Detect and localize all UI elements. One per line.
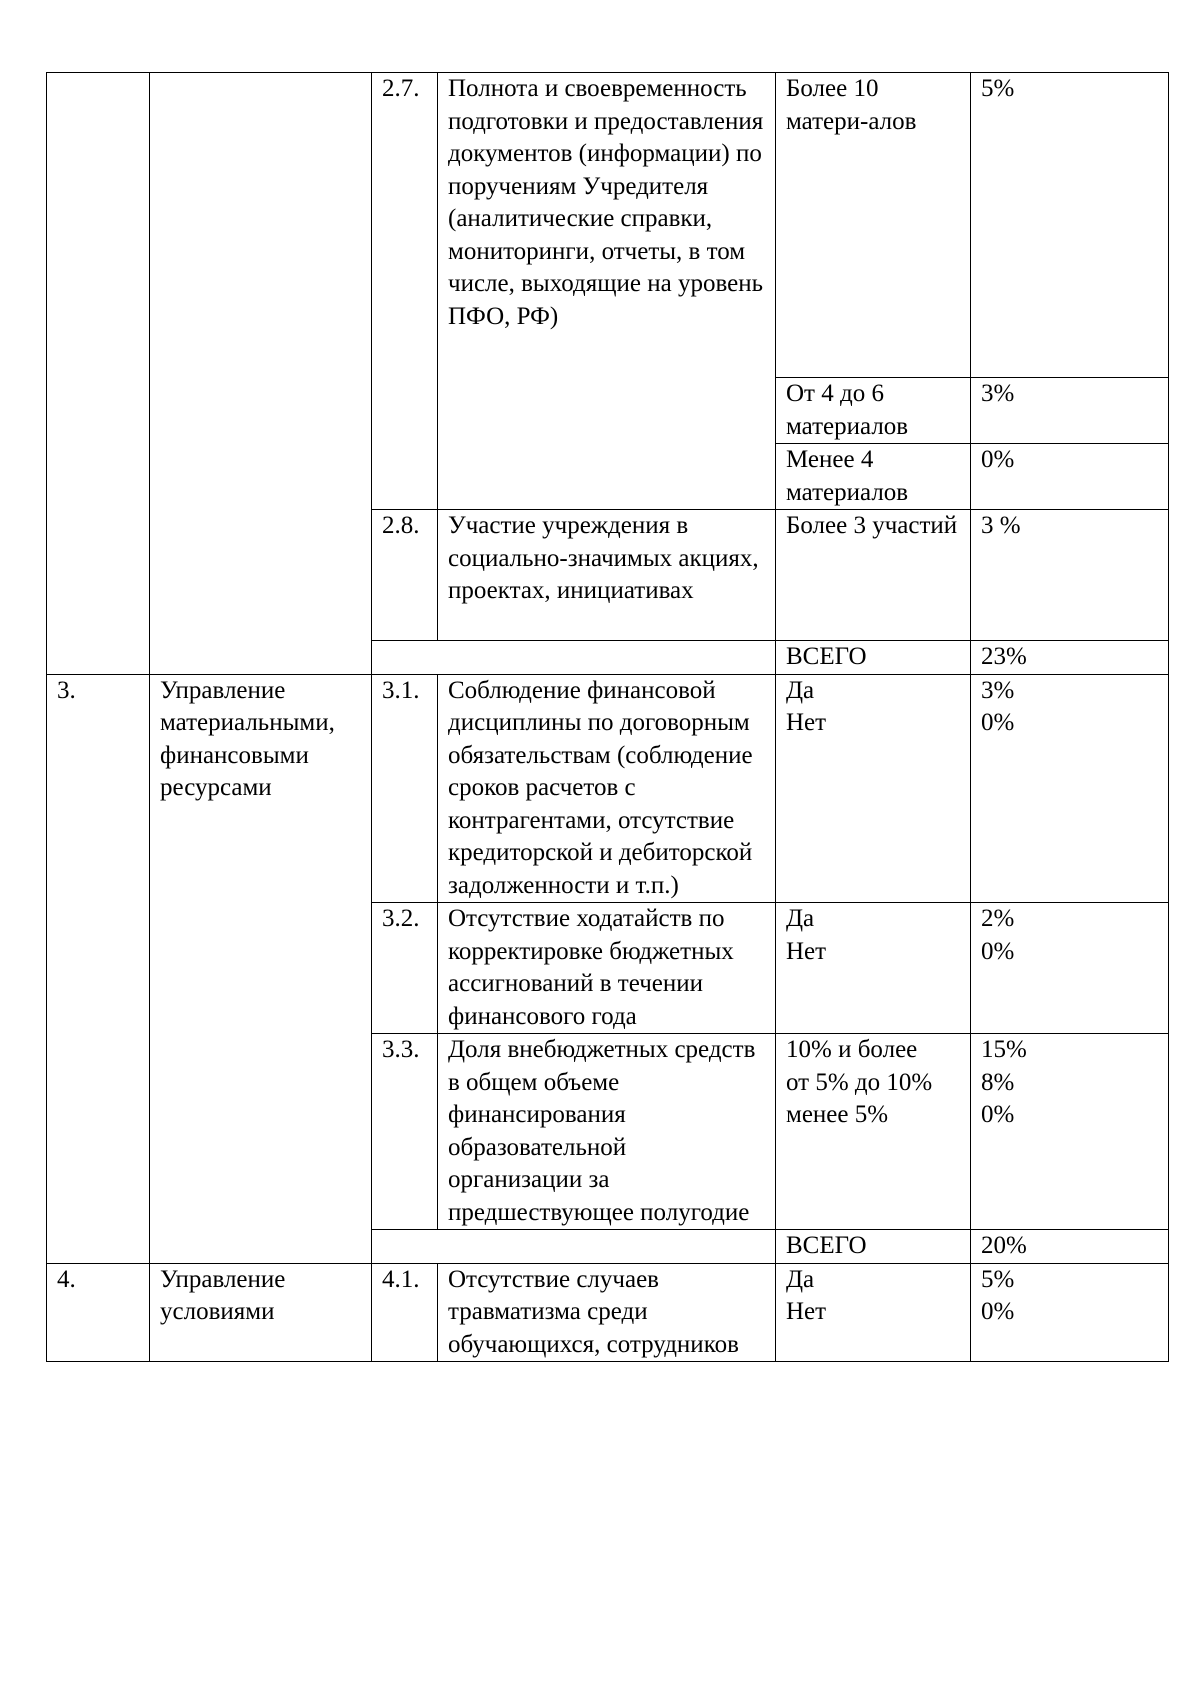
table-row-3-1 <box>47 674 1169 903</box>
option-value: 0% <box>971 444 1169 510</box>
criterion-text: Соблюдение финансовой дисциплины по договорным обязательствам (соблюдение сроков расчетов с контрагентами, отсутствие кредиторской и дебиторской задолженности и т.п.) <box>438 674 776 903</box>
criterion-number: 3.3. <box>372 1034 438 1230</box>
criterion-number: 3.1. <box>372 674 438 903</box>
criterion-number: 2.8. <box>372 510 438 641</box>
option-value: 3% 0% <box>971 674 1169 903</box>
criterion-number: 2.7. <box>372 73 438 510</box>
section-title: Управление материальными, финансовыми ресурсами <box>150 674 372 1263</box>
total-spacer <box>372 1230 776 1264</box>
option-label <box>776 73 971 378</box>
criterion-number: 4.1. <box>372 1263 438 1362</box>
option-value: 3 % <box>971 510 1169 641</box>
criterion-text: Доля внебюджетных средств в общем объеме финансирования образовательной организации за предшествующее полугодие <box>438 1034 776 1230</box>
option-label: Да Нет <box>776 1263 971 1362</box>
option-value: 5% 0% <box>971 1263 1169 1362</box>
criteria-table <box>46 72 1169 1362</box>
total-label: ВСЕГО <box>776 641 971 675</box>
option-value: 5% <box>971 73 1169 378</box>
option-label: 10% и более от 5% до 10% менее 5% <box>776 1034 971 1230</box>
option-label: Менее 4 материалов <box>776 444 971 510</box>
section-2-number-cell <box>47 73 150 675</box>
total-spacer <box>372 641 776 675</box>
option-label: Более 3 участий <box>776 510 971 641</box>
section-2-title-cell <box>150 73 372 675</box>
option-label-text: Более 10 матери-алов <box>786 75 917 135</box>
criterion-text: Отсутствие ходатайств по корректировке бюджетных ассигнований в течении финансового года <box>438 903 776 1034</box>
criterion-text: Полнота и своевременность подготовки и предоставления документов (информации) по поручениям Учредителя (аналитические справки, мониторинги, отчеты, в том числе, выходящие на уровень ПФО, РФ) <box>438 73 776 510</box>
section-number: 3. <box>47 674 150 1263</box>
table-row-2-7 <box>47 73 1169 378</box>
table-row-4-1 <box>47 1263 1169 1362</box>
criterion-number: 3.2. <box>372 903 438 1034</box>
option-label: Да Нет <box>776 674 971 903</box>
criterion-text: Участие учреждения в социально-значимых акциях, проектах, инициативах <box>438 510 776 641</box>
total-value: 23% <box>971 641 1169 675</box>
option-value: 3% <box>971 378 1169 444</box>
option-label: Да Нет <box>776 903 971 1034</box>
option-value: 2% 0% <box>971 903 1169 1034</box>
total-label: ВСЕГО <box>776 1230 971 1264</box>
criterion-text: Отсутствие случаев травматизма среди обучающихся, сотрудников <box>438 1263 776 1362</box>
section-number: 4. <box>47 1263 150 1362</box>
section-title: Управление условиями <box>150 1263 372 1362</box>
option-value: 15% 8% 0% <box>971 1034 1169 1230</box>
option-label: От 4 до 6 материалов <box>776 378 971 444</box>
total-value: 20% <box>971 1230 1169 1264</box>
